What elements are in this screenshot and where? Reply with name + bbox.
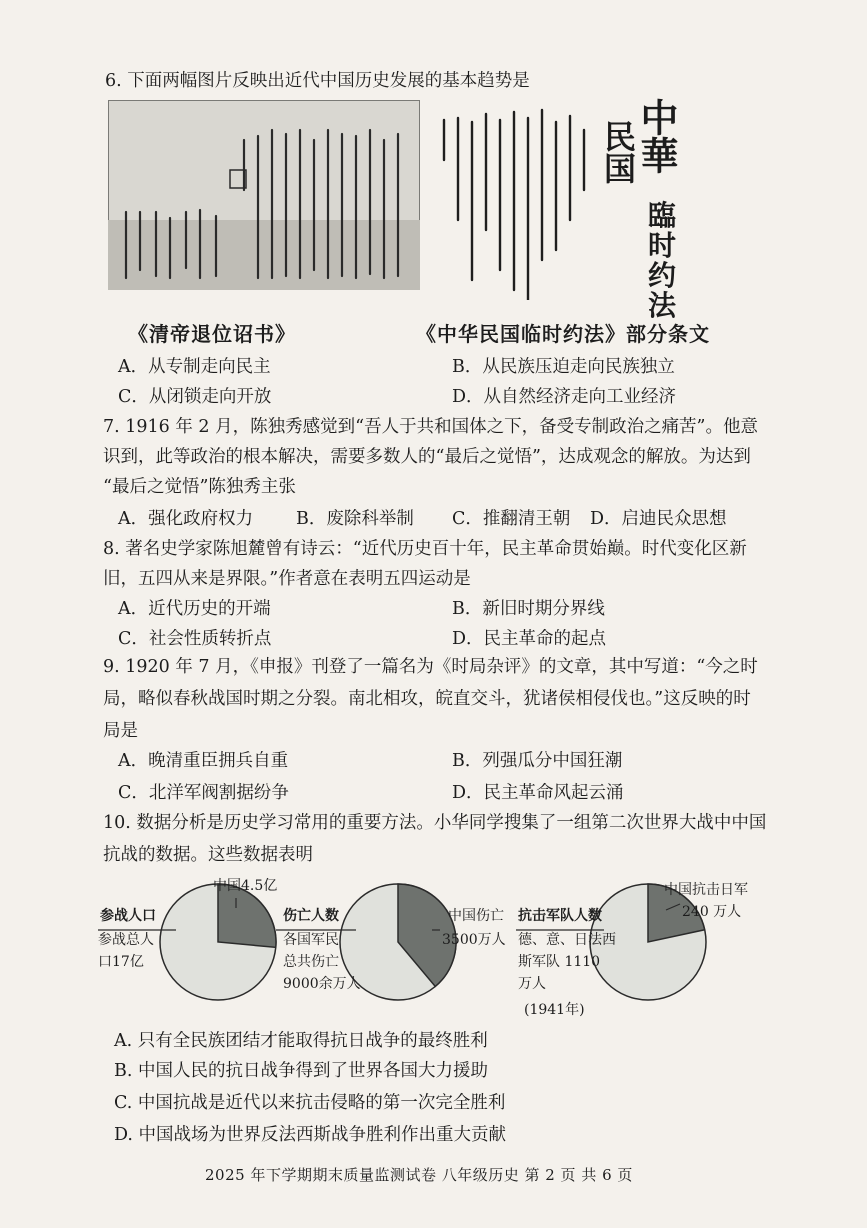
q10-option-b[interactable]: B. 中国人民的抗日战争得到了世界各国大力援助 bbox=[114, 1061, 488, 1081]
pie2-total-label-1: 各国军民 bbox=[283, 932, 339, 948]
q7-line-2: 识到，此等政治的根本解决，需要多数人的“最后之觉悟”，达成观念的解放。为达到 bbox=[103, 447, 751, 467]
q10-option-a[interactable]: A. 只有全民族团结才能取得抗日战争的最终胜利 bbox=[114, 1031, 488, 1051]
q10-option-d[interactable]: D. 中国战场为世界反法西斯战争胜利作出重大贡献 bbox=[114, 1125, 507, 1145]
abdication-edict-image bbox=[108, 100, 420, 290]
pie1-total-label-2: 口17亿 bbox=[98, 954, 144, 970]
title-char-lin: 臨 bbox=[648, 199, 677, 232]
q9-option-b[interactable]: B．列强瓜分中国狂潮 bbox=[452, 751, 623, 771]
pie3-total-label-2: 斯军队 1110 bbox=[518, 954, 601, 970]
q6-option-d[interactable]: D．从自然经济走向工业经济 bbox=[452, 387, 677, 407]
q7-line-1: 7. 1916 年 2 月，陈独秀感觉到“吾人于共和国体之下，备受专制政治之痛苦”。他意 bbox=[103, 417, 759, 437]
q6-option-b[interactable]: B．从民族压迫走向民族独立 bbox=[452, 357, 675, 377]
q10-line-1: 10. 数据分析是历史学习常用的重要方法。小华同学搜集了一组第二次世界大战中中国 bbox=[103, 813, 767, 833]
pie1-total-label-1: 参战总人 bbox=[98, 932, 154, 948]
q9-line-2: 局，略似春秋战国时期之分裂。南北相攻，皖直交斗，犹诸侯相侵伐也。”这反映的时 bbox=[103, 689, 751, 709]
q9-option-c[interactable]: C．北洋军阀割据纷争 bbox=[118, 783, 289, 803]
q6-option-a[interactable]: A．从专制走向民主 bbox=[118, 357, 271, 377]
title-char-fa: 法 bbox=[648, 289, 677, 322]
title-char-zhonghua: 中華 bbox=[634, 98, 679, 174]
constitution-title-calligraphy bbox=[599, 98, 696, 322]
page-footer: 2025 年下学期期末质量监测试卷 八年级历史 第 2 页 共 6 页 bbox=[205, 1166, 633, 1184]
pie2-title: 伤亡人数 bbox=[283, 908, 339, 924]
pie1-slice-label: 中国4.5亿 bbox=[213, 878, 278, 894]
q8-option-d[interactable]: D．民主革命的起点 bbox=[452, 629, 607, 649]
q7-option-b[interactable]: B．废除科举制 bbox=[296, 509, 414, 529]
q10-line-2: 抗战的数据。这些数据表明 bbox=[103, 845, 313, 865]
q9-option-d[interactable]: D．民主革命风起云涌 bbox=[452, 783, 624, 803]
q6-option-c[interactable]: C．从闭锁走向开放 bbox=[118, 387, 272, 407]
pie3-title: 抗击军队人数 bbox=[518, 908, 602, 924]
q9-line-1: 9. 1920 年 7 月，《申报》刊登了一篇名为《时局杂评》的文章，其中写道：“今之时 bbox=[103, 657, 758, 677]
q7-option-a[interactable]: A．强化政府权力 bbox=[118, 509, 254, 529]
pie3-slice-label-1: 中国抗击日军 bbox=[664, 882, 748, 898]
q7-option-d[interactable]: D．启迪民众思想 bbox=[590, 509, 727, 529]
title-char-yue: 约 bbox=[648, 259, 677, 292]
pie3-slice-label-2: 240 万人 bbox=[682, 904, 742, 920]
q8-option-a[interactable]: A．近代历史的开端 bbox=[118, 599, 271, 619]
pie3-total-label-3: 万人 bbox=[518, 976, 546, 992]
q8-option-c[interactable]: C．社会性质转折点 bbox=[118, 629, 272, 649]
pie2-total-label-3: 9000余万人 bbox=[283, 976, 361, 992]
pie2-slice-label-2: 3500万人 bbox=[442, 932, 506, 948]
pie2-slice-label-1: 中国伤亡 bbox=[448, 908, 504, 924]
q8-line-2: 旧，五四从来是界限。”作者意在表明五四运动是 bbox=[103, 569, 471, 589]
pie3-note: (1941年) bbox=[524, 1002, 585, 1018]
caption-abdication-edict: 《清帝退位诏书》 bbox=[128, 322, 296, 346]
q10-option-c[interactable]: C. 中国抗战是近代以来抗击侵略的第一次完全胜利 bbox=[114, 1093, 506, 1113]
pie1-title: 参战人口 bbox=[100, 908, 156, 924]
q8-line-1: 8. 著名史学家陈旭麓曾有诗云：“近代历史百十年，民主革命贯始巅。时代变化区新 bbox=[103, 539, 747, 559]
q9-line-3: 局是 bbox=[103, 721, 138, 741]
q8-option-b[interactable]: B．新旧时期分界线 bbox=[452, 599, 605, 619]
caption-provisional-constitution: 《中华民国临时约法》部分条文 bbox=[416, 322, 710, 346]
title-char-shi: 时 bbox=[648, 229, 677, 262]
title-char-minguo: 民国 bbox=[599, 120, 637, 184]
q9-option-a[interactable]: A．晚清重臣拥兵自重 bbox=[118, 751, 289, 771]
pie3-total-label-1: 德、意、日法西 bbox=[518, 932, 616, 948]
q7-option-c[interactable]: C．推翻清王朝 bbox=[452, 509, 571, 529]
q7-line-3: “最后之觉悟”陈独秀主张 bbox=[103, 477, 296, 497]
q6-stem: 6. 下面两幅图片反映出近代中国历史发展的基本趋势是 bbox=[105, 71, 530, 91]
pie2-total-label-2: 总共伤亡 bbox=[283, 954, 339, 970]
